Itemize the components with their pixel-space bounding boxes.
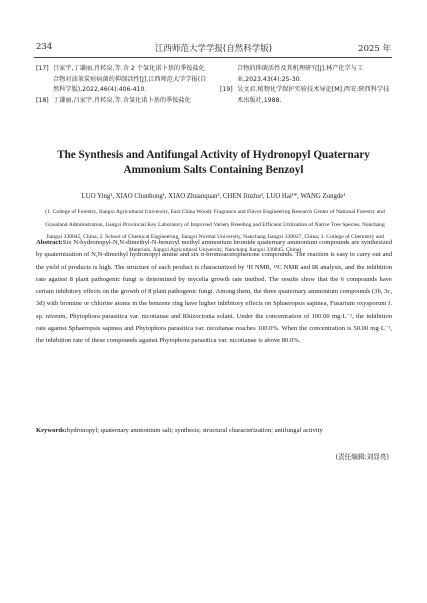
references-right-column [220, 64, 392, 106]
keywords-text: hydronopyl; quaternary ammonium salt; synthesis; structural characterization; antifungal activity [66, 427, 323, 434]
keywords [36, 427, 392, 434]
reference-text: 合物的抑菌活性及其机理研究[J].林产化学与工业,2023,43(4):25-30. [237, 65, 364, 83]
journal-year: 2025 年 [358, 44, 391, 54]
reference-number: [17] [36, 65, 49, 72]
reference-text: 丁谦丽,吕家宇,肖转泉,等.含氢化诺卜基的季铵盐化 [53, 96, 191, 104]
paper-title: The Synthesis and Antifungal Activity of Hydronopyl Quaternary Ammonium Salts Containing Benzoyl [57, 149, 370, 176]
journal-name: 江西师范大学学报(自然科学版) [154, 44, 273, 54]
abstract [36, 237, 392, 348]
reference-item [36, 96, 208, 107]
reference-number: [19] [220, 86, 233, 93]
reference-item [36, 64, 208, 96]
affiliations: (1. College of Forestry, Jiangxi Agricultural University, East China Woody Fragrance and Flavor Engineering Research Center of National Forestry and Grassland Administration, Jiangxi Provincial Key Laboratory of Improved Variety Breeding and Efficient Utilization of Native Tree Species, Nanchang Jiangxi 330045, China; 2. School of Chemical Engineering, Jiangxi Normal University, Nanchang Jiangxi 330027, China; 3. College of Chemistry and Materials, Jiangxi Agricultural University, Nanchang Jiangxi 330045, China) [45, 209, 385, 253]
responsible-editor: (责任编辑:刘显亮) [335, 453, 389, 461]
reference-text: 吕家宇,丁谦丽,肖转泉,等.含 2 个氢化诺卜基的季铵盐化合物对油茶炭疽病菌的抑制活性[J].江西师范大学学报(自然科学版),2022,46(4):406-410. [53, 65, 207, 93]
reference-text: 吴文君.植物化学保护实验技术导论[M].西安:陕西科学技术出版社,1988. [237, 86, 390, 104]
reference-number: [18] [36, 96, 49, 104]
references-left-column [36, 64, 208, 106]
abstract-label: Abstract: [36, 239, 63, 246]
header-rule [34, 57, 392, 58]
reference-number [220, 64, 237, 85]
abstract-text: Six N-hydronopyl-N,N-dimethyl-N-benzoyl methyl ammonium bromide quaternary ammonium compounds are synthesized by quaternization of N,N-dimethyl hydronopyl amine and six α-bromoacetophenone compounds. The reaction is easy to carry out and the yield of products is high. The structure of each product is characterized by ¹H NMR, ¹³C NMR and IR analysis, and the inhibition rate against 8 plant pathogenic fungi is determined by mycelia growth rate method. The results show that the 6 compounds have certain inhibitory effects on the growth of 8 plant pathogenic fungi. Among them, the three quaternary ammonium compounds (3b, 3c, 3d) with bromine or chlorine atoms in the benzene ring have higher inhibitory effects on Sphaeropsis sapinea, Fusarium oxysporum f. sp. niveum, Phytophora parasitica var. nicotianae and Rhizoctonia solani. Under the concentration of 100.00 mg·L⁻¹, the inhibition rate against Sphaeropsis sapinea and Phytophora parasitica var. nicotianae reaches 100.0%. When the concentration is 50.00 mg·L⁻¹, the inhibition rate of these compounds against Phytophora parasitica var. nicotianae is above 80.0%. [36, 239, 392, 345]
reference-item [220, 64, 392, 85]
author-list: LUO Ying¹, XIAO Chunhong¹, XIAO Zhuanquan², CHEN Jinzhu³, LUO Hai¹*, WANG Zongde¹ [81, 193, 346, 200]
page-number: 234 [36, 42, 53, 52]
keywords-label: Keywords: [36, 427, 67, 434]
page-header [36, 42, 391, 56]
reference-item [220, 85, 392, 106]
